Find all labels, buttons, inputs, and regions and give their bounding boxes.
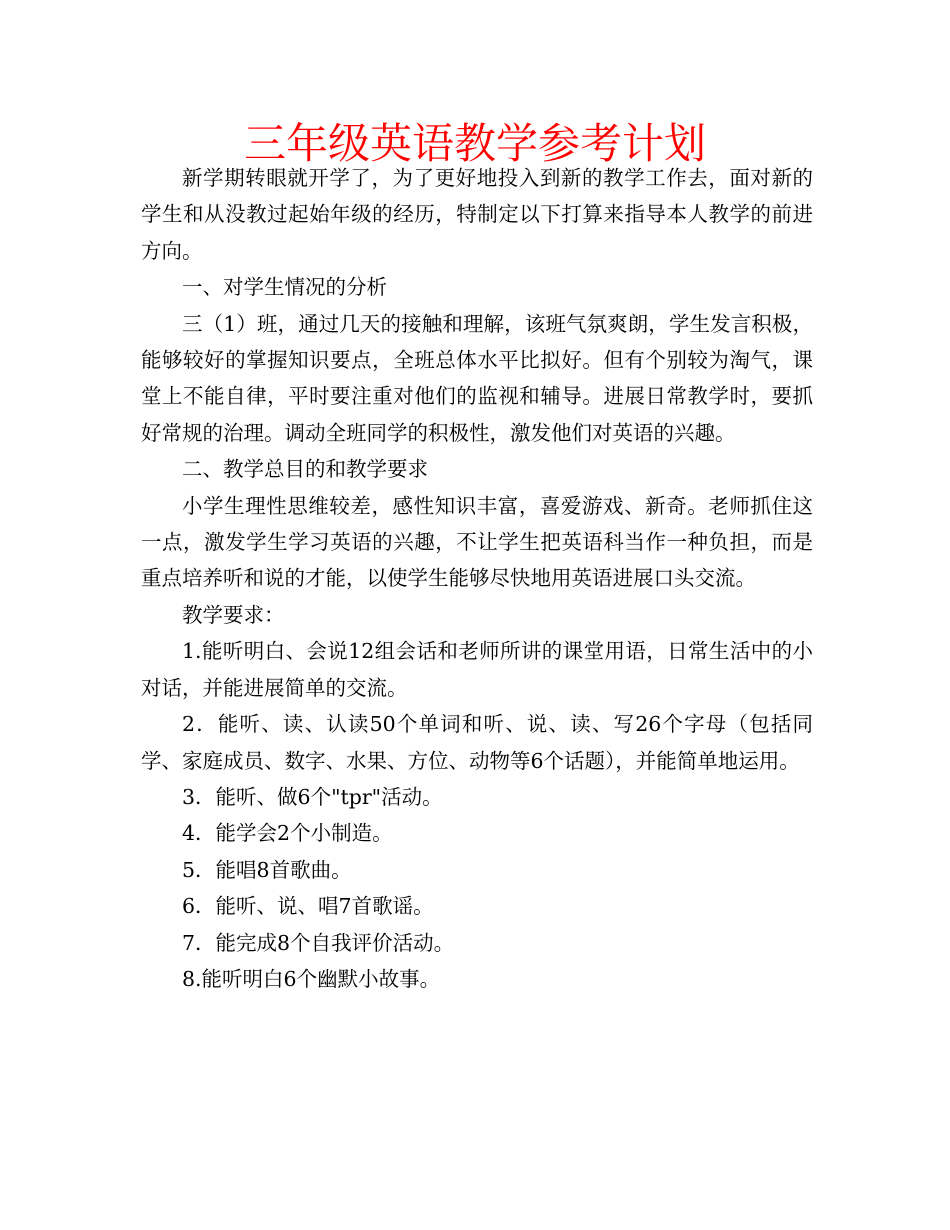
paragraph-teaching-goals: 小学生理性思维较差，感性知识丰富，喜爱游戏、新奇。老师抓住这一点，激发学生学习英语的兴趣，不让学生把英语科当作一种负担，而是重点培养听和说的才能，以使学生能够尽快地用英语进展口头交流。 bbox=[141, 493, 813, 591]
requirement-item-1: 1.能听明白、会说12组会话和老师所讲的课堂用语，日常生活中的小对话，并能进展简单的交流。 bbox=[141, 639, 813, 700]
requirement-item-4: 4．能学会2个小制造。 bbox=[182, 821, 393, 846]
document-body bbox=[141, 160, 813, 997]
document-title: 三年级英语教学参考计划 bbox=[243, 119, 706, 168]
section-heading-teaching-goals: 二、教学总目的和教学要求 bbox=[182, 457, 428, 482]
requirement-item-8: 8.能听明白6个幽默小故事。 bbox=[182, 966, 441, 991]
requirement-item-2: 2．能听、读、认读50个单词和听、说、读、写26个字母（包括同学、家庭成员、数字、水果、方位、动物等6个话题），并能简单地运用。 bbox=[141, 712, 813, 773]
section-heading-student-analysis: 一、对学生情况的分析 bbox=[182, 275, 387, 300]
requirement-item-7: 7．能完成8个自我评价活动。 bbox=[182, 930, 455, 955]
paragraph-intro: 新学期转眼就开学了，为了更好地投入到新的教学工作去，面对新的学生和从没教过起始年级的经历，特制定以下打算来指导本人教学的前进方向。 bbox=[141, 166, 813, 263]
requirement-item-3: 3．能听、做6个"tpr"活动。 bbox=[182, 784, 443, 809]
paragraph-student-analysis: 三（1）班，通过几天的接触和理解，该班气氛爽朗，学生发言积极，能够较好的掌握知识要点，全班总体水平比拟好。但有个别较为淘气，课堂上不能自律，平时要注重对他们的监视和辅导。进展日常教学时，要抓好常规的治理。调动全班同学的积极性，激发他们对英语的兴趣。 bbox=[141, 311, 813, 445]
requirements-heading: 教学要求： bbox=[182, 602, 285, 627]
requirement-item-6: 6．能听、说、唱7首歌谣。 bbox=[182, 894, 434, 919]
requirement-item-5: 5．能唱8首歌曲。 bbox=[182, 857, 352, 882]
